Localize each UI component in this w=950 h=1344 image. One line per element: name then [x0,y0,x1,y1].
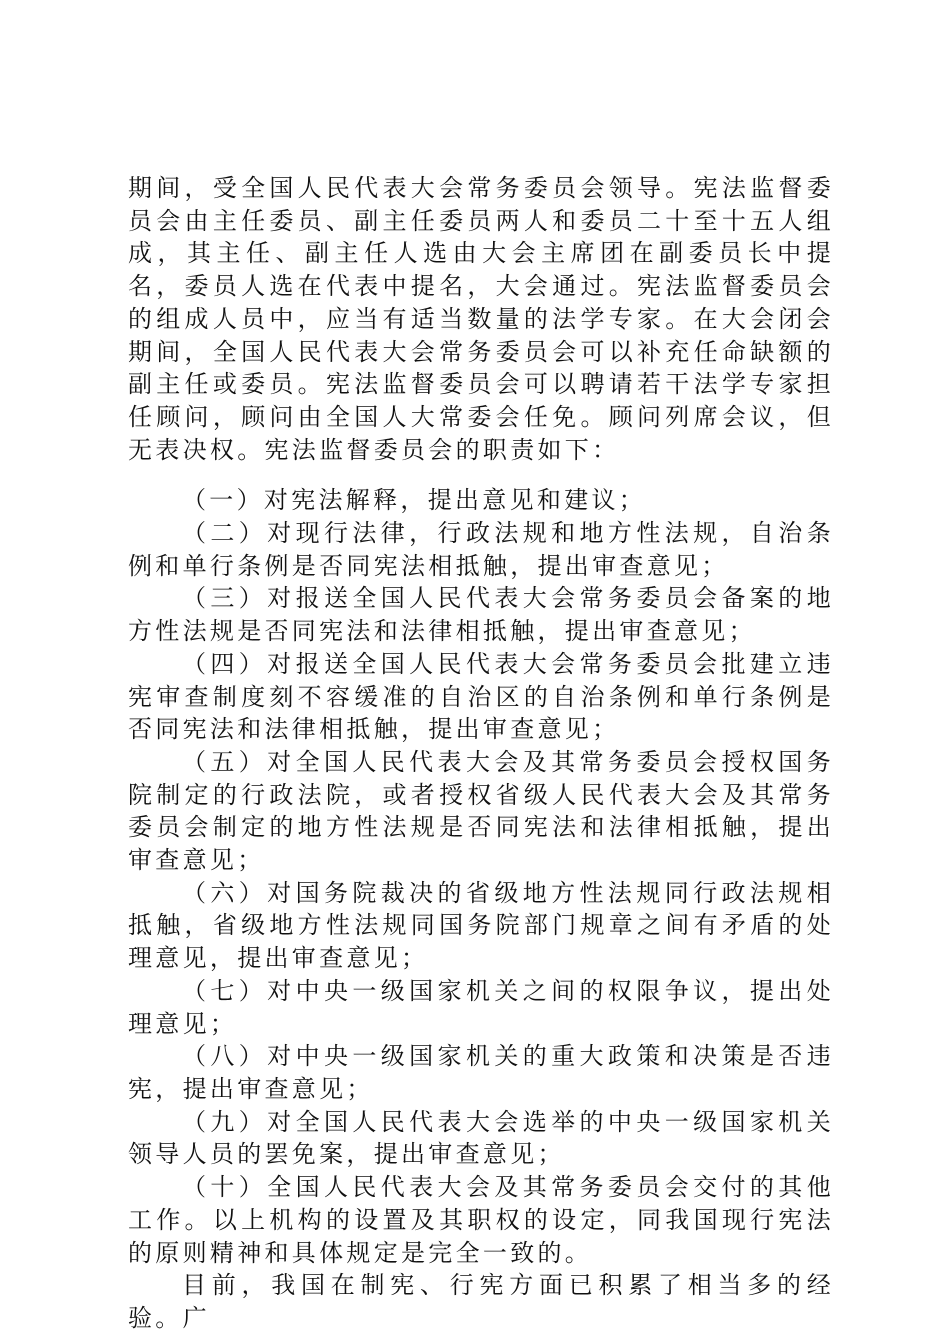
intro-paragraph: 期间，受全国人民代表大会常务委员会领导。宪法监督委员会由主任委员、副主任委员两人和委员二十至十五人组成，其主任、副主任人选由大会主席团在副委员长中提名，委员人选在代表中提名，大会通过。宪法监督委员会的组成人员中，应当有适当数量的法学专家。在大会闭会期间，全国人民代表大会常务委员会可以补充任命缺额的副主任或委员。宪法监督委员会可以聘请若干法学专家担任顾问，顾问由全国人大常委会任免。顾问列席会议，但无表决权。宪法监督委员会的职责如下： [128,174,834,464]
duty-item-7: （七）对中央一级国家机关之间的权限争议，提出处理意见； [128,976,834,1038]
duty-item-2: （二）对现行法律，行政法规和地方性法规，自治条例和单行条例是否同宪法相抵触，提出审查意见； [128,519,834,580]
duty-item-8: （八）对中央一级国家机关的重大政策和决策是否违宪，提出审查意见； [128,1042,834,1103]
duty-item-6: （六）对国务院裁决的省级地方性法规同行政法规相抵触，省级地方性法规同国务院部门规章之间有矛盾的处理意见，提出审查意见； [128,878,834,973]
duty-item-5: （五）对全国人民代表大会及其常务委员会授权国务院制定的行政法院，或者授权省级人民代表大会及其常务委员会制定的地方性法规是否同宪法和法律相抵触，提出审查意见； [128,747,834,875]
duty-item-4: （四）对报送全国人民代表大会常务委员会批建立违宪审查制度刻不容缓准的自治区的自治条例和单行条例是否同宪法和法律相抵触，提出审查意见； [128,649,834,744]
document-body [128,172,834,1335]
duty-item-1: （一）对宪法解释，提出意见和建议； [182,486,647,515]
duty-item-3: （三）对报送全国人民代表大会常务委员会备案的地方性法规是否同宪法和法律相抵触，提出审查意见； [128,584,834,646]
closing-paragraph: 目前，我国在制宪、行宪方面已积累了相当多的经验。广 [128,1271,834,1332]
duty-item-10: （十）全国人民代表大会及其常务委员会交付的其他工作。以上机构的设置及其职权的设定，同我国现行宪法的原则精神和具体规定是完全一致的。 [128,1173,834,1267]
duty-item-9: （九）对全国人民代表大会选举的中央一级国家机关领导人员的罢免案，提出审查意见； [128,1107,834,1169]
